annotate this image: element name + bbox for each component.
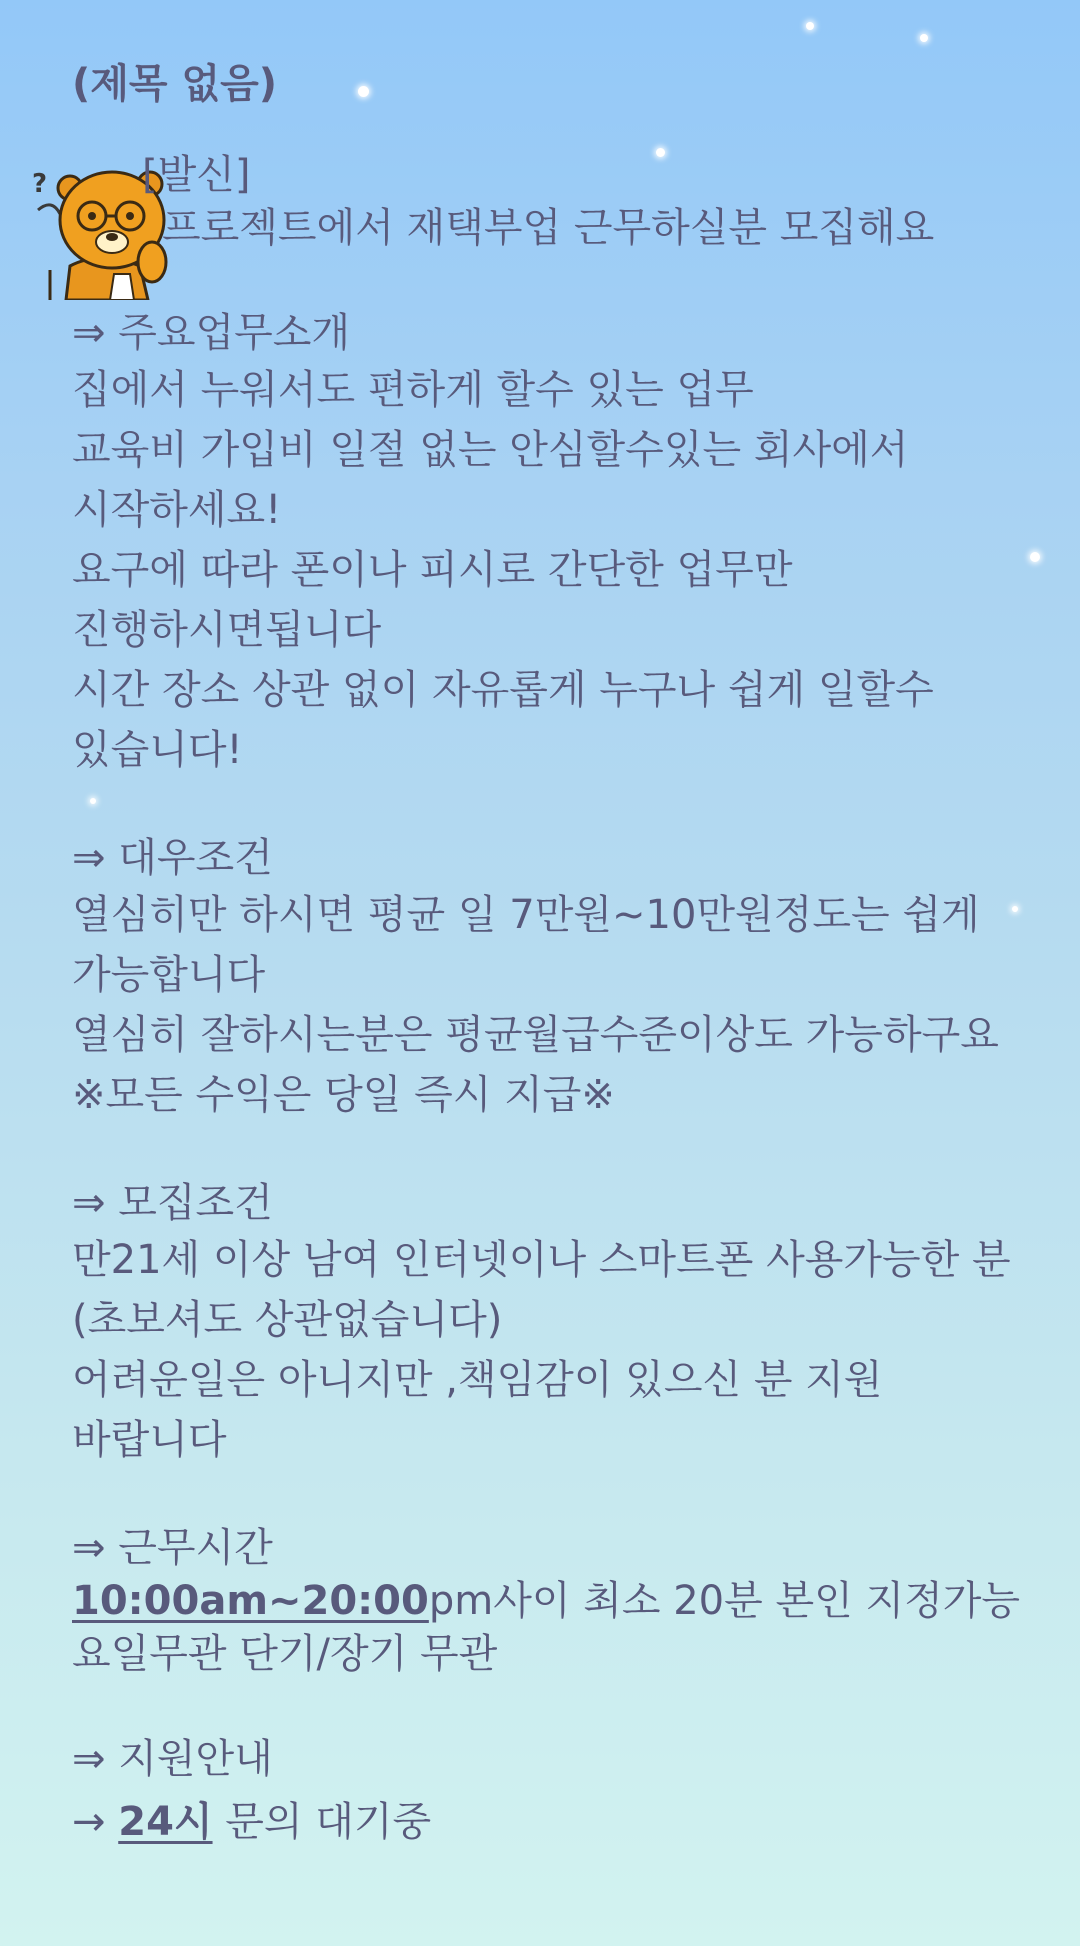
apply-heading: ⇒ 지원안내	[72, 1736, 273, 1782]
requirements-line: 만21세 이상 남여 인터넷이나 스마트폰 사용가능한 분 (초보셔도 상관없습니다)	[72, 1237, 1011, 1343]
sender-line: [발신]	[142, 152, 251, 198]
work-line: 집에서 누워서도 편하게 할수 있는 업무	[72, 367, 754, 413]
apply-line	[72, 1796, 1012, 1849]
message-title: (제목 없음)	[72, 61, 278, 107]
svg-text:?: ?	[32, 169, 48, 199]
requirements-heading: ⇒ 모집조건	[72, 1180, 273, 1226]
apply-arrow: →	[72, 1799, 119, 1845]
work-line: 시간 장소 상관 없이 자유롭게 누구나 쉽게 일할수 있습니다!	[72, 667, 934, 773]
benefits-heading: ⇒ 대우조건	[72, 835, 273, 881]
requirements-line: 어려운일은 아니지만 ,책임감이 있으신 분 지원 바랍니다	[72, 1357, 883, 1463]
hours-heading: ⇒ 근무시간	[72, 1525, 273, 1571]
work-line: 교육비 가입비 일절 없는 안심할수있는 회사에서 시작하세요!	[72, 427, 909, 533]
benefits-line: 열심히 잘하시는분은 평균월급수준이상도 가능하구요	[72, 1012, 999, 1058]
benefits-line: ※모든 수익은 당일 즉시 지급※	[72, 1072, 615, 1118]
work-line: 요구에 따라 폰이나 피시로 간단한 업무만 진행하시면됩니다	[72, 547, 793, 653]
time-link[interactable]: 10:00am~20:00	[72, 1578, 429, 1624]
benefits-line: 열심히만 하시면 평균 일 7만원~10만원정도는 쉽게 가능합니다	[72, 892, 980, 998]
work-heading: ⇒ 주요업무소개	[72, 310, 351, 356]
hours-line-2: 요일무관 단기/장기 무관	[72, 1631, 498, 1677]
sparkle-decoration	[806, 22, 814, 30]
hours-24-link[interactable]: 24시	[118, 1799, 213, 1845]
apply-rest: 문의 대기중	[212, 1799, 432, 1845]
headline: 프로젝트에서 재택부업 근무하실분 모집해요	[162, 205, 935, 251]
sparkle-decoration	[1012, 906, 1018, 912]
sparkle-decoration	[920, 34, 928, 42]
hours-rest: pm사이 최소 20분 본인 지정가능	[428, 1578, 1020, 1624]
message-body	[72, 58, 1020, 1849]
sparkle-decoration	[1030, 552, 1040, 562]
hours-line	[72, 1575, 1020, 1628]
